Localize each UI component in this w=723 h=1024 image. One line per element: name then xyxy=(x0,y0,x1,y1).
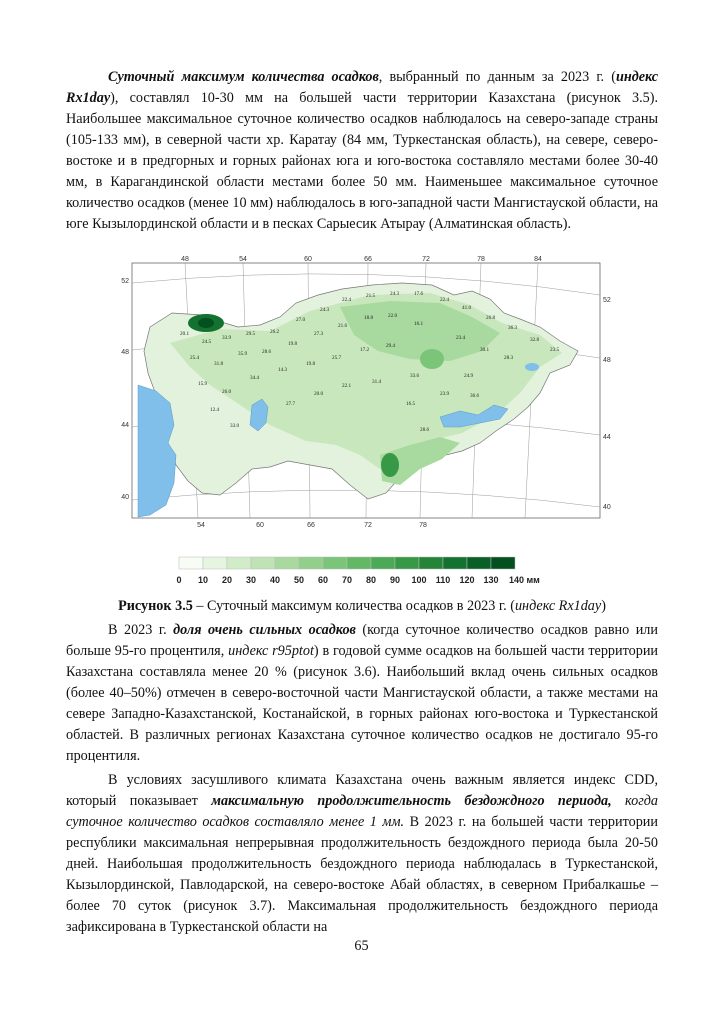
station-value: 22.4 xyxy=(440,297,450,303)
text-run: В 2023 г. xyxy=(108,622,174,638)
station-value: 31.4 xyxy=(372,379,382,385)
text-run: ), составлял 10-30 мм на большей части территории Казахстана (рисунок 3.5). Наибольшее максимальное суточное количество осадков наблюдалось на северо-западе страны (105-133 мм), в северной части хр. Каратау (84 мм, Туркестанская область), на севере, северо-востоке и в предгорных и горных районах юга и юго-востока составляло местами более 30-40 мм, в Карагандинской области местами более 50 мм. Наименьшее максимальное суточное количество осадков (менее 10 мм) наблюдалось в юго-западной части Мангистауской области, на юге Кызылординской области и в песках Сарыесик Атырау (Алматинская область). xyxy=(66,90,658,232)
paragraph-cdd xyxy=(66,770,658,938)
station-value: 21.5 xyxy=(366,293,376,299)
caption-index: индекс Rx1day xyxy=(514,598,602,614)
station-value: 24.5 xyxy=(202,339,212,345)
text-run: В 2023 г. на большей части территории республики максимальная непрерывная продолжительность бездождного периода была 20-50 дней. Наибольшая продолжительность бездождного периода наблюдалась в Туркестанской, Кызылординской, Павлодарской, на северо-востоке Абай областях, в северном Прибалкашье – более 70 суток (рисунок 3.7). Максимальная продолжительность бездождного периода зафиксирована в Туркестанской области на xyxy=(66,814,658,935)
station-value: 27.7 xyxy=(286,401,296,407)
precipitation-map-figure xyxy=(110,255,615,530)
legend-value: 100 xyxy=(411,575,427,585)
station-value: 22.4 xyxy=(342,297,352,303)
legend-value: 120 xyxy=(459,575,475,585)
station-value: 17.6 xyxy=(414,291,424,297)
station-value: 24.3 xyxy=(390,291,400,297)
station-value: 23.5 xyxy=(550,347,560,353)
term-dry-period: максимальную продолжительность бездождного периода, xyxy=(211,793,612,809)
lat-label: 48 xyxy=(121,349,129,356)
text-run: , выбранный по данным за 2023 г. ( xyxy=(378,69,616,85)
lat-label: 44 xyxy=(603,434,611,441)
lat-label: 48 xyxy=(603,357,611,364)
station-value: 14.3 xyxy=(278,367,288,373)
lat-label: 40 xyxy=(603,504,611,511)
station-value: 33.6 xyxy=(410,373,420,379)
legend-swatch xyxy=(491,557,515,569)
station-value: 19.8 xyxy=(306,361,316,367)
station-value: 23.9 xyxy=(440,391,450,397)
caption-end: ) xyxy=(601,598,606,614)
station-value: 35.9 xyxy=(238,351,248,357)
legend-swatch xyxy=(323,557,347,569)
kazakhstan-map xyxy=(110,255,615,530)
legend-value: 40 xyxy=(269,575,281,585)
station-value: 32.8 xyxy=(530,337,540,343)
legend-value: 90 xyxy=(389,575,401,585)
station-value: 33.9 xyxy=(222,335,232,341)
legend-value: 60 xyxy=(317,575,329,585)
lake-zaysan xyxy=(525,363,539,371)
latitude-labels-right xyxy=(603,297,611,511)
zone-karatau xyxy=(381,453,399,477)
station-value: 31.8 xyxy=(214,361,224,367)
station-value: 21.6 xyxy=(338,323,348,329)
station-value: 33.0 xyxy=(230,423,240,429)
latitude-labels-left xyxy=(121,278,129,501)
station-value: 41.0 xyxy=(462,305,472,311)
paragraph-r95ptot xyxy=(66,620,658,767)
station-value: 34.4 xyxy=(250,375,260,381)
legend-value: 30 xyxy=(245,575,257,585)
station-value: 30.1 xyxy=(480,347,490,353)
index-r95ptot: индекс r95ptot xyxy=(228,643,314,659)
term-daily-max: Суточный максимум количества осадков xyxy=(108,69,379,85)
definition-cdd: когда суточное количество осадков составляло менее 1 мм. xyxy=(66,793,659,830)
index-rx1day: индекс Rx1day xyxy=(66,69,658,106)
station-value: 22.1 xyxy=(342,383,352,389)
text-run: (когда суточное количество осадков равно или больше 95-го процентиля, xyxy=(66,622,658,659)
zone-east-peak xyxy=(420,349,444,369)
longitude-labels-top xyxy=(181,256,542,263)
legend-value: 140 мм xyxy=(509,575,540,585)
text-run: В условиях засушливого климата Казахстана очень важным является индекс CDD, который показывает xyxy=(66,772,658,809)
station-value: 22.0 xyxy=(388,313,398,319)
station-value: 16.1 xyxy=(414,321,424,327)
lon-label: 66 xyxy=(307,522,315,529)
legend-value: 110 xyxy=(435,575,451,585)
lon-label: 84 xyxy=(534,256,542,263)
station-value: 24.9 xyxy=(464,373,474,379)
station-value: 16.5 xyxy=(406,401,416,407)
station-value: 28.3 xyxy=(504,355,514,361)
page-number: 65 xyxy=(354,938,369,954)
figure-caption xyxy=(66,596,658,616)
station-value: 24.3 xyxy=(320,307,330,313)
station-value: 18.8 xyxy=(364,315,374,321)
lat-label: 40 xyxy=(121,494,129,501)
legend-swatch xyxy=(347,557,371,569)
legend-swatch xyxy=(299,557,323,569)
station-value: 28.6 xyxy=(420,427,430,433)
legend-swatch xyxy=(467,557,491,569)
station-value: 29.4 xyxy=(386,343,396,349)
lat-label: 52 xyxy=(121,278,129,285)
station-value: 27.3 xyxy=(314,331,324,337)
text-run xyxy=(612,793,625,809)
legend-swatch xyxy=(275,557,299,569)
lon-label: 54 xyxy=(197,522,205,529)
legend-value: 0 xyxy=(176,575,182,585)
station-value: 26.2 xyxy=(270,329,280,335)
caption-text: – Суточный максимум количества осадков в 2023 г. ( xyxy=(192,598,515,614)
lon-label: 54 xyxy=(239,256,247,263)
lon-label: 60 xyxy=(256,522,264,529)
lon-label: 66 xyxy=(364,256,372,263)
station-value: 23.4 xyxy=(456,335,466,341)
lon-label: 78 xyxy=(419,522,427,529)
station-value: 29.5 xyxy=(246,331,256,337)
station-value: 36.3 xyxy=(508,325,518,331)
station-value: 26.0 xyxy=(222,389,232,395)
lat-label: 44 xyxy=(121,422,129,429)
lon-label: 48 xyxy=(181,256,189,263)
station-value: 26.8 xyxy=(486,315,496,321)
legend-swatch xyxy=(371,557,395,569)
legend-value: 80 xyxy=(365,575,377,585)
lon-label: 78 xyxy=(477,256,485,263)
paragraph-rx1day xyxy=(66,67,658,235)
lon-label: 72 xyxy=(364,522,372,529)
legend-swatch xyxy=(251,557,275,569)
station-value: 12.4 xyxy=(210,407,220,413)
legend-swatch xyxy=(443,557,467,569)
legend-swatch xyxy=(203,557,227,569)
station-value: 19.8 xyxy=(288,341,298,347)
station-value: 25.7 xyxy=(332,355,342,361)
legend-value: 20 xyxy=(221,575,233,585)
legend-value: 130 xyxy=(483,575,499,585)
station-value: 15.9 xyxy=(198,381,208,387)
station-value: 20.0 xyxy=(314,391,324,397)
text-run: ) в годовой сумме осадков на большей части территории Казахстана составляла менее 20 % (рисунок 3.6). Наибольший вклад очень сильных осадков (более 40–50%) отмечен в северо-восточной части Мангистауской области, а также местами на севере Западно-Казахстанской, Костанайской, в горных районах юго-востока и Туркестанской областей. В различных регионах Казахстана суточное количество осадков не достигало 95-го процентиля. xyxy=(66,643,659,764)
station-value: 36.6 xyxy=(470,393,480,399)
legend-value: 70 xyxy=(341,575,353,585)
station-value: 25.4 xyxy=(190,355,200,361)
legend-value: 50 xyxy=(293,575,305,585)
longitude-labels-bottom xyxy=(197,522,427,529)
legend-swatch xyxy=(419,557,443,569)
station-value: 17.2 xyxy=(360,347,370,353)
lat-label: 52 xyxy=(603,297,611,304)
legend-value: 10 xyxy=(197,575,209,585)
legend-swatch xyxy=(179,557,203,569)
caption-label: Рисунок 3.5 xyxy=(118,598,193,614)
station-value: 28.6 xyxy=(262,349,272,355)
color-scale-legend xyxy=(173,555,553,590)
station-value: 20.1 xyxy=(180,331,190,337)
lon-label: 60 xyxy=(304,256,312,263)
term-heavy-share: доля очень сильных осадков xyxy=(173,622,356,638)
legend-swatch xyxy=(395,557,419,569)
station-value: 27.0 xyxy=(296,317,306,323)
legend-swatch xyxy=(227,557,251,569)
legend-svg xyxy=(173,555,553,590)
lon-label: 72 xyxy=(422,256,430,263)
